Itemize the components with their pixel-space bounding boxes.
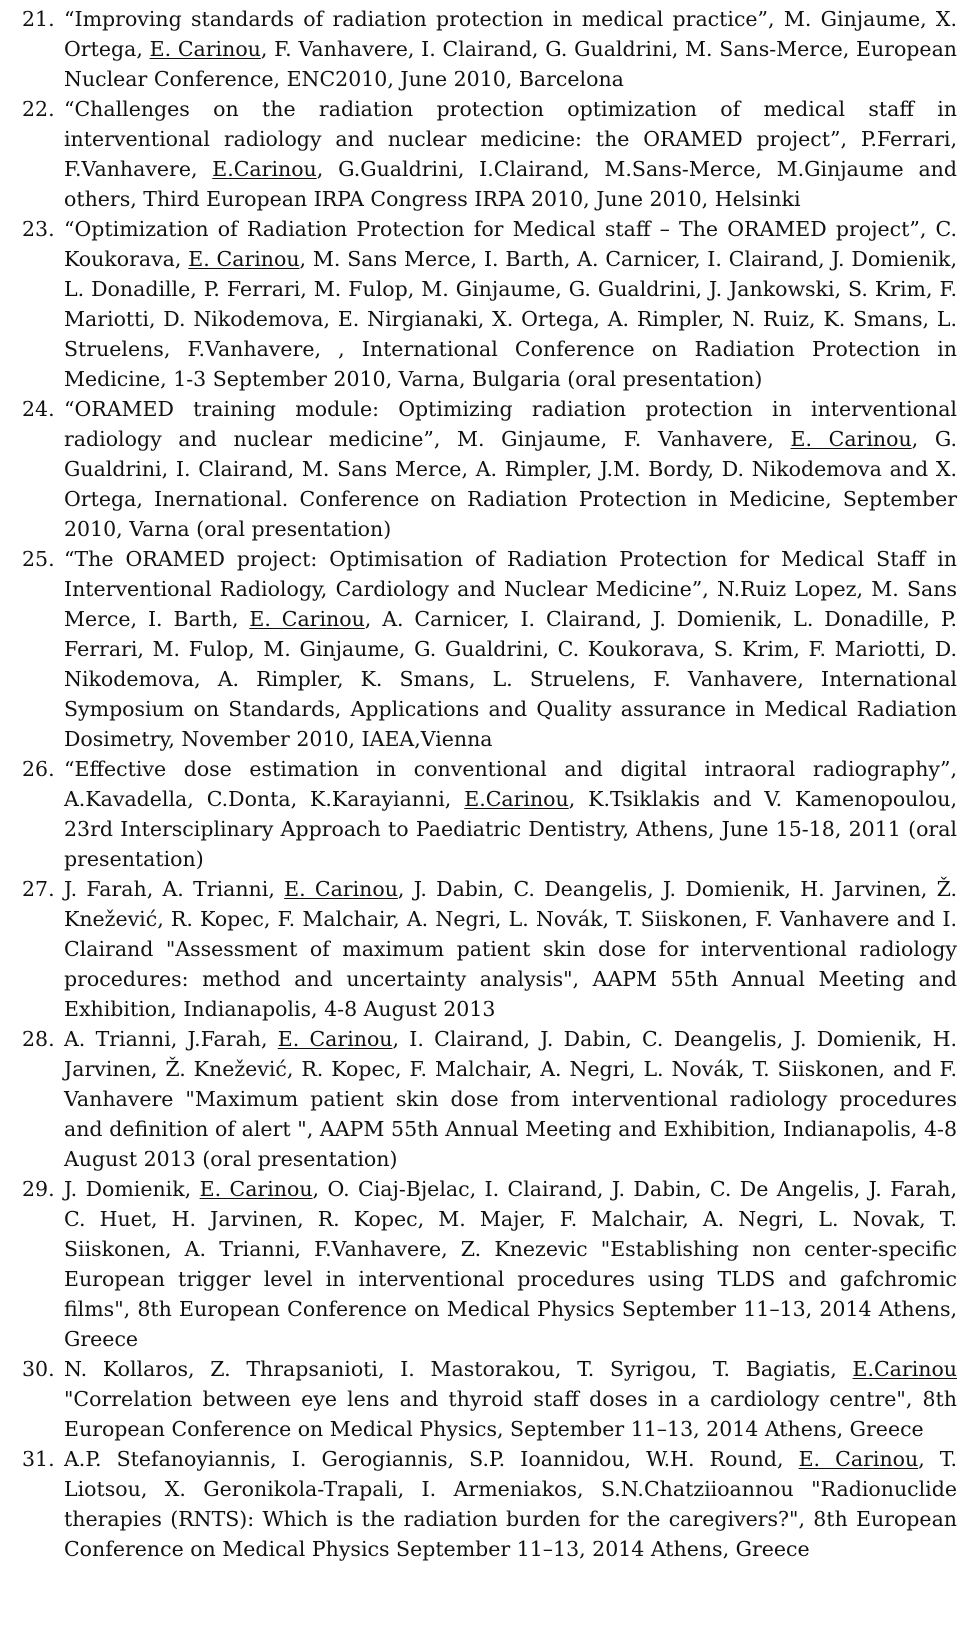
reference-item [22, 874, 957, 1024]
reference-number: 25. [22, 547, 55, 571]
reference-text-segment: “Effective dose estimation in conventional and digital intraoral radiography”, A.Kavadella, C.Donta, K.Karayianni, [64, 757, 957, 811]
reference-text-segment: , J. Dabin, C. Deangelis, J. Domienik, H. Jarvinen, Ž. Knežević, R. Kopec, F. Malchair, A. Negri, L. Novák, T. Siiskonen, F. Vanhavere and I. Clairand "Assessment of maximum patient skin dose for interventional radiology procedures: method and uncertainty analysis", AAPM 55th Annual Meeting and Exhibition, Indianapolis, 4-8 August 2013 [64, 877, 957, 1021]
underlined-author: E. Carinou [790, 427, 912, 451]
underlined-author: E. Carinou [199, 1177, 313, 1201]
reference-item [22, 214, 957, 394]
reference-text [64, 1447, 957, 1561]
underlined-author: E. Carinou [149, 37, 261, 61]
reference-text-segment: “The ORAMED project: Optimisation of Radiation Protection for Medical Staff in Interventional Radiology, Cardiology and Nuclear Medicine”, N.Ruiz Lopez, M. Sans Merce, I. Barth, [64, 547, 957, 631]
reference-item [22, 1354, 957, 1444]
reference-item [22, 394, 957, 544]
reference-text-segment: , M. Sans Merce, I. Barth, A. Carnicer, I. Clairand, J. Domienik, L. Donadille, P. Ferrari, M. Fulop, M. Ginjaume, G. Gualdrini, J. Jankowski, S. Krim, F. Mariotti, D. Nikodemova, E. Nirgianaki, X. Ortega, A. Rimpler, N. Ruiz, K. Smans, L. Struelens, F.Vanhavere, , International Conference on Radiation Protection in Medicine, 1-3 September 2010, Varna, Bulgaria (oral presentation) [64, 247, 957, 391]
reference-number: 24. [22, 397, 55, 421]
underlined-author: E. Carinou [249, 607, 365, 631]
reference-text-segment: , F. Vanhavere, I. Clairand, G. Gualdrini, M. Sans-Merce, European Nuclear Conference, ENC2010, June 2010, Barcelona [64, 37, 957, 91]
underlined-author: E. Carinou [188, 247, 300, 271]
reference-text [64, 217, 957, 391]
reference-item [22, 1024, 957, 1174]
reference-text-segment: J. Farah, A. Trianni, [64, 877, 285, 901]
reference-text [64, 877, 957, 1021]
reference-number: 31. [22, 1447, 55, 1471]
reference-list [22, 4, 957, 1564]
reference-text-segment: “Improving standards of radiation protection in medical practice”, M. Ginjaume, X. Ortega, [64, 7, 957, 61]
reference-item [22, 94, 957, 214]
reference-number: 30. [22, 1357, 55, 1381]
reference-item [22, 1174, 957, 1354]
reference-text-segment: , A. Carnicer, I. Clairand, J. Domienik, L. Donadille, P. Ferrari, M. Fulop, M. Ginjaume, G. Gualdrini, C. Koukorava, S. Krim, F. Mariotti, D. Nikodemova, A. Rimpler, K. Smans, L. Struelens, F. Vanhavere, International Symposium on Standards, Applications and Quality assurance in Medical Radiation Dosimetry, November 2010, IAEA,Vienna [64, 607, 957, 751]
reference-text-segment: A. Trianni, J.Farah, [64, 1027, 278, 1051]
reference-text-segment: , O. Ciaj-Bjelac, I. Clairand, J. Dabin, C. De Angelis, J. Farah, C. Huet, H. Jarvinen, R. Kopec, M. Majer, F. Malchair, A. Negri, L. Novak, T. Siiskonen, A. Trianni, F.Vanhavere, Z. Knezevic "Establishing non center-specific European trigger level in interventional procedures using TLDS and gafchromic films", 8th European Conference on Medical Physics September 11–13, 2014 Athens, Greece [64, 1177, 958, 1351]
reference-number: 29. [22, 1177, 55, 1201]
reference-text [64, 397, 957, 541]
reference-item [22, 4, 957, 94]
underlined-author: E.Carinou [212, 157, 317, 181]
reference-text-segment: , K.Tsiklakis and V. Kamenopoulou, 23rd Intersciplinary Approach to Paediatric Dentistry, Athens, June 15-18, 2011 (oral presentation) [64, 787, 957, 871]
reference-number: 22. [22, 97, 55, 121]
reference-text-segment: N. Kollaros, Z. Thrapsanioti, I. Mastorakou, T. Syrigou, T. Bagiatis, [64, 1357, 853, 1381]
underlined-author: E.Carinou [464, 787, 569, 811]
reference-item [22, 544, 957, 754]
reference-text-segment: A.P. Stefanoyiannis, I. Gerogiannis, S.P. Ioannidou, W.H. Round, [64, 1447, 799, 1471]
reference-text [64, 1027, 957, 1171]
underlined-author: E. Carinou [798, 1447, 919, 1471]
reference-text-segment: “ORAMED training module: Optimizing radiation protection in interventional radiology and nuclear medicine”, M. Ginjaume, F. Vanhavere, [64, 397, 957, 451]
underlined-author: E. Carinou [277, 1027, 393, 1051]
reference-text [64, 1357, 957, 1441]
reference-text-segment: J. Domienik, [64, 1177, 200, 1201]
reference-number: 21. [22, 7, 55, 31]
reference-number: 26. [22, 757, 55, 781]
underlined-author: E.Carinou [852, 1357, 957, 1381]
reference-item [22, 1444, 957, 1564]
reference-text [64, 547, 957, 751]
reference-number: 27. [22, 877, 55, 901]
reference-text-segment: “Challenges on the radiation protection optimization of medical staff in interventional radiology and nuclear medicine: the ORAMED project”, P.Ferrari, F.Vanhavere, [64, 97, 957, 181]
reference-text-segment: , T. Liotsou, X. Geronikola-Trapali, I. Armeniakos, S.N.Chatziioannou "Radionuclide therapies (RNTS): Which is the radiation burden for the caregivers?", 8th European Conference on Medical Physics September 11–13, 2014 Athens, Greece [64, 1447, 957, 1561]
reference-text-segment: , G.Gualdrini, I.Clairand, M.Sans-Merce, M.Ginjaume and others, Third European IRPA Congress IRPA 2010, June 2010, Helsinki [64, 157, 957, 211]
reference-text-segment: “Optimization of Radiation Protection for Medical staff – The ORAMED project”, C. Koukorava, [64, 217, 957, 271]
underlined-author: E. Carinou [284, 877, 398, 901]
reference-text [64, 1177, 957, 1351]
reference-number: 28. [22, 1027, 55, 1051]
reference-text [64, 7, 957, 91]
reference-item [22, 754, 957, 874]
reference-text-segment: , I. Clairand, J. Dabin, C. Deangelis, J. Domienik, H. Jarvinen, Ž. Knežević, R. Kopec, F. Malchair, A. Negri, L. Novák, T. Siiskonen, and F. Vanhavere "Maximum patient skin dose from interventional radiology procedures and definition of alert ", AAPM 55th Annual Meeting and Exhibition, Indianapolis, 4-8 August 2013 (oral presentation) [64, 1027, 957, 1171]
reference-text-segment: , G. Gualdrini, I. Clairand, M. Sans Merce, A. Rimpler, J.M. Bordy, D. Nikodemova and X. Ortega, Inernational. Conference on Radiation Protection in Medicine, September 2010, Varna (oral presentation) [64, 427, 957, 541]
reference-number: 23. [22, 217, 55, 241]
reference-text-segment: "Correlation between eye lens and thyroid staff doses in a cardiology centre", 8th European Conference on Medical Physics, September 11–13, 2014 Athens, Greece [64, 1387, 957, 1441]
document-page [22, 4, 957, 1564]
reference-text [64, 97, 957, 211]
reference-text [64, 757, 957, 871]
